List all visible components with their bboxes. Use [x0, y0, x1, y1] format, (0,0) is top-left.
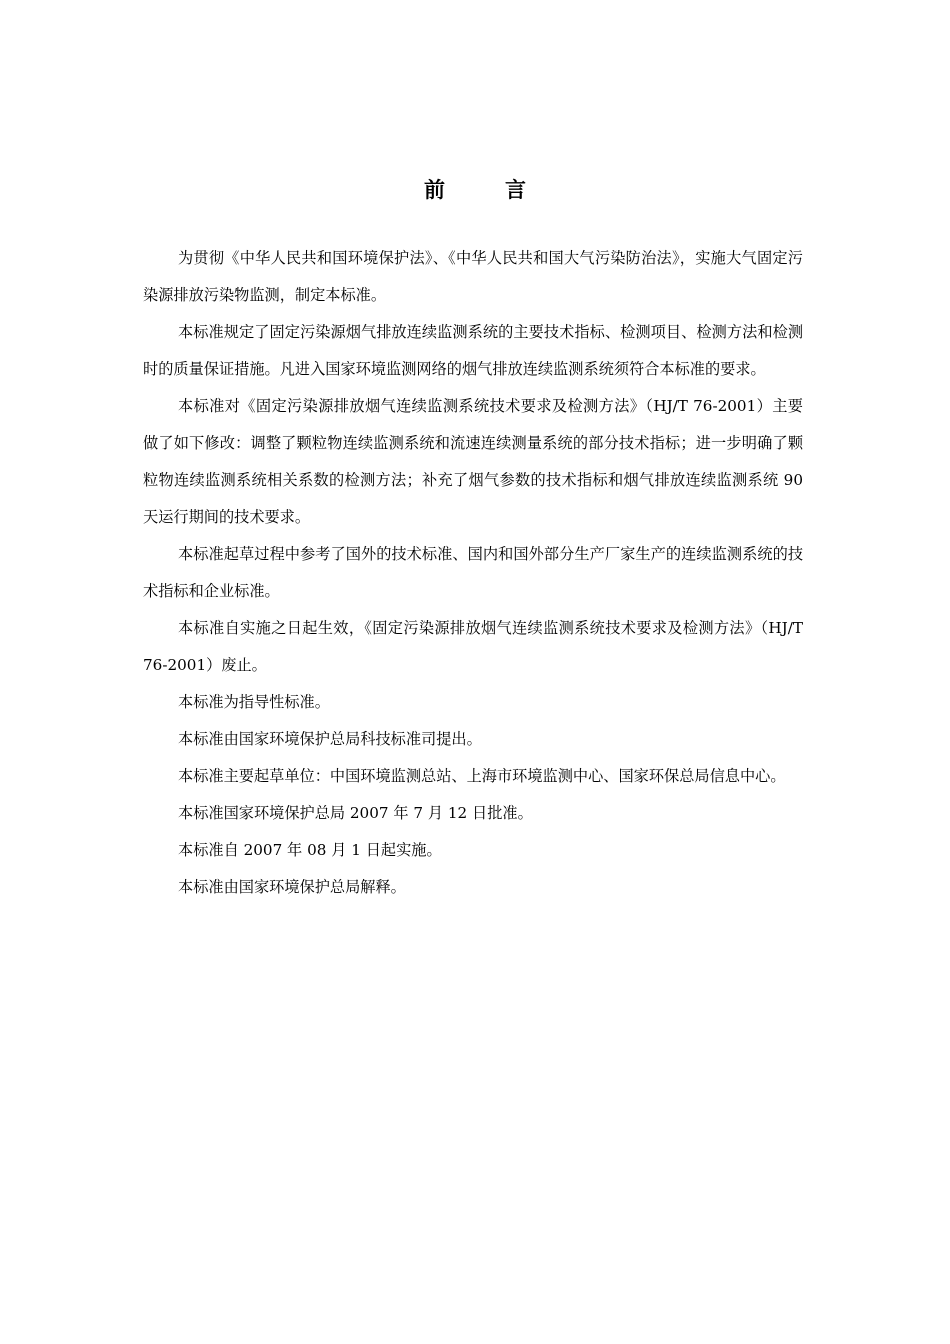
- preface-body: [143, 240, 803, 906]
- paragraph-approval-date: 本标准国家环境保护总局 2007 年 7 月 12 日批准。: [178, 804, 533, 822]
- paragraph-implementation-date: 本标准自 2007 年 08 月 1 日起实施。: [178, 841, 442, 859]
- paragraph-drafters: 本标准主要起草单位：中国环境监测总站、上海市环境监测中心、国家环保总局信息中心。: [178, 767, 786, 785]
- paragraph-interpretation: 本标准由国家环境保护总局解释。: [178, 878, 406, 896]
- paragraph-proposer: 本标准由国家环境保护总局科技标准司提出。: [178, 730, 482, 748]
- page-title: 前言: [424, 178, 586, 202]
- paragraph-guidance: 本标准为指导性标准。: [178, 693, 330, 711]
- paragraph-references: 本标准起草过程中参考了国外的技术标准、国内和国外部分生产厂家生产的连续监测系统的技术指标和企业标准。: [143, 545, 803, 600]
- paragraph-effective-replacement: 本标准自实施之日起生效，《固定污染源排放烟气连续监测系统技术要求及检测方法》（HJ/T 76-2001）废止。: [143, 619, 803, 674]
- paragraph-scope: 本标准规定了固定污染源烟气排放连续监测系统的主要技术指标、检测项目、检测方法和检测时的质量保证措施。凡进入国家环境监测网络的烟气排放连续监测系统须符合本标准的要求。: [143, 323, 803, 378]
- paragraph-revisions: 本标准对《固定污染源排放烟气连续监测系统技术要求及检测方法》（HJ/T 76-2001）主要做了如下修改：调整了颗粒物连续监测系统和流速连续测量系统的部分技术指标；进一步明确了颗粒物连续监测系统相关系数的检测方法；补充了烟气参数的技术指标和烟气排放连续监测系统 90天运行期间的技术要求。: [143, 397, 803, 526]
- paragraph-purpose: 为贯彻《中华人民共和国环境保护法》、《中华人民共和国大气污染防治法》，实施大气固定污染源排放污染物监测，制定本标准。: [143, 249, 803, 304]
